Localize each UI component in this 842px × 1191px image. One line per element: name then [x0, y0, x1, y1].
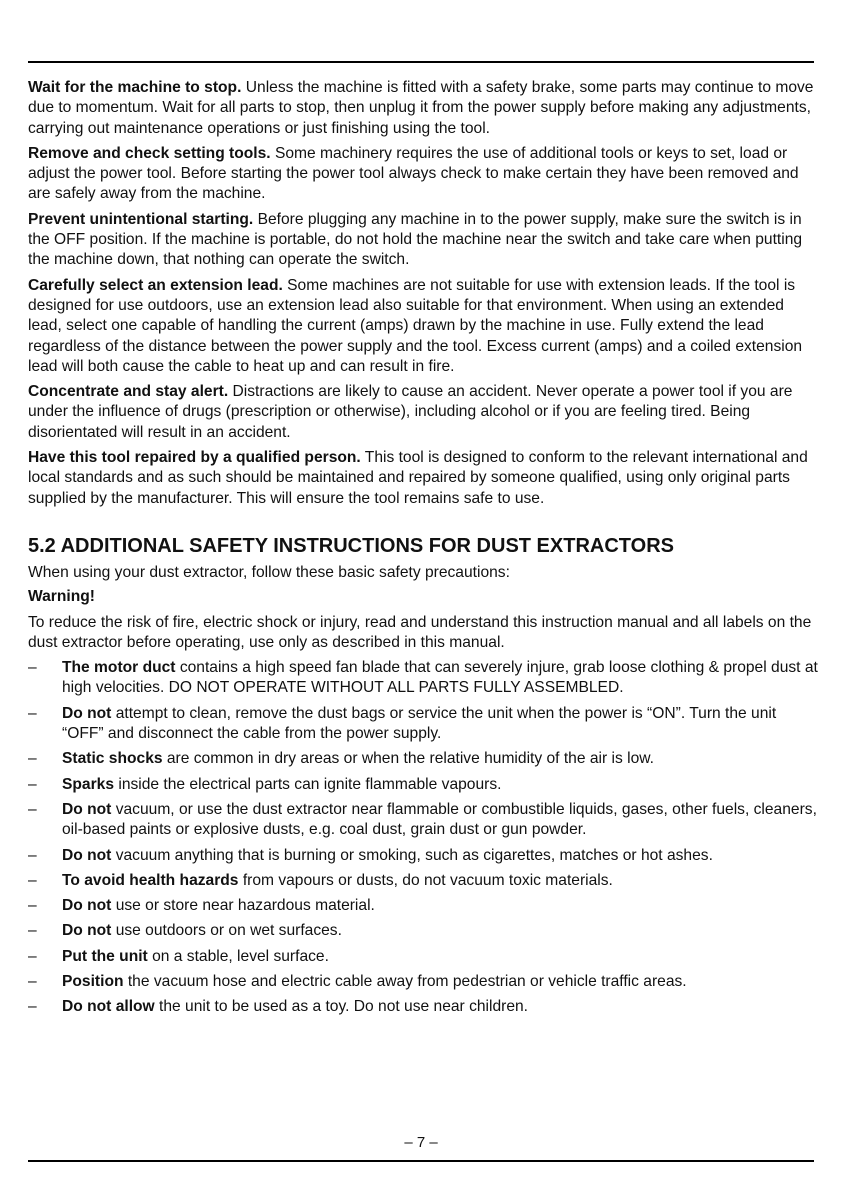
dash-bullet: –: [28, 846, 37, 864]
bullet-title: Do not allow: [62, 998, 155, 1016]
dash-bullet: –: [28, 704, 37, 722]
paragraph-body: Some machines are not suitable for use with extension leads. If the tool is designed for use outdoors, use an extension lead also suitable for that environment. When using an extended lead, select one capable of handling the current (amps) drawn by the machine in use. Fully extend the lead regardless of the distance between the power supply and the tool. Excess current (amps) and a coiled extension lead will both cause the cable to heat up and can result in fire.: [28, 276, 803, 375]
list-item: [28, 658, 818, 699]
bullet-title: Do not: [62, 704, 112, 722]
bullet-title: Do not: [62, 846, 112, 864]
list-item: [28, 947, 818, 967]
paragraph-body: Unless the machine is fitted with a safety brake, some parts may continue to move due to momentum. Wait for all parts to stop, then unplug it from the power supply before making any adjustments, carrying out maintenance operations or just finishing using the tool.: [28, 79, 814, 137]
warning-label: Warning!: [28, 588, 95, 606]
dash-bullet: –: [28, 947, 37, 965]
paragraph-extension-lead: [28, 276, 818, 377]
bullet-body: contains a high speed fan blade that can severely injure, grab loose clothing & propel dust at high velocities. DO NOT OPERATE WITHOUT ALL PARTS FULLY ASSEMBLED.: [62, 659, 818, 697]
page-content: [28, 78, 818, 1023]
paragraph-body: Distractions are likely to cause an accident. Never operate a power tool if you are under the influence of drugs (prescription or otherwise), including alcohol or if you are feeling tired. Being disorientated will result in an accident.: [28, 383, 793, 441]
paragraph-title: Wait for the machine to stop.: [28, 79, 242, 96]
paragraph-setting-tools: [28, 144, 818, 205]
paragraph-stay-alert: [28, 382, 818, 443]
safety-paragraphs: [28, 78, 818, 509]
list-item: [28, 704, 818, 745]
dash-bullet: –: [28, 750, 37, 768]
dash-bullet: –: [28, 659, 37, 677]
bullet-body: attempt to clean, remove the dust bags or service the unit when the power is “ON”. Turn the unit “OFF” and disconnect the cable from the power supply.: [62, 704, 777, 743]
paragraph-wait-for-stop: [28, 78, 818, 139]
bullet-body: the vacuum hose and electric cable away from pedestrian or vehicle traffic areas.: [123, 972, 687, 990]
bullet-body: vacuum, or use the dust extractor near flammable or combustible liquids, gases, other fuels, cleaners, oil-based paints or explosive dusts, e.g. coal dust, grain dust or gun powder.: [62, 800, 817, 839]
dash-bullet: –: [28, 897, 37, 915]
footer-rule: [28, 1160, 814, 1162]
list-item: [28, 846, 818, 866]
dash-bullet: –: [28, 775, 37, 793]
paragraph-qualified-repair: [28, 448, 818, 509]
paragraph-title: Concentrate and stay alert.: [28, 383, 229, 401]
bullet-body: from vapours or dusts, do not vacuum toxic materials.: [238, 871, 613, 889]
list-item: [28, 871, 818, 891]
bullet-body: use outdoors or on wet surfaces.: [111, 922, 342, 940]
paragraph-unintentional-starting: [28, 210, 818, 271]
bullet-title: The motor duct: [62, 659, 176, 677]
dash-bullet: –: [28, 800, 37, 818]
dash-bullet: –: [28, 871, 37, 889]
list-item: [28, 775, 818, 795]
dash-bullet: –: [28, 998, 37, 1016]
bullet-body: inside the electrical parts can ignite flammable vapours.: [114, 775, 502, 793]
paragraph-body: Before plugging any machine in to the power supply, make sure the switch is in the OFF position. If the machine is portable, do not hold the machine near the switch and take care when putting the machine down, that nothing can operate the switch.: [28, 210, 803, 269]
section-heading: 5.2 ADDITIONAL SAFETY INSTRUCTIONS FOR DUST EXTRACTORS: [28, 534, 674, 557]
warning-text: To reduce the risk of fire, electric shock or injury, read and understand this instruction manual and all labels on the dust extractor before operating, use only as described in this manual.: [28, 613, 812, 651]
paragraph-title: Prevent unintentional starting.: [28, 210, 254, 228]
bullet-body: on a stable, level surface.: [147, 947, 329, 965]
bullet-body: are common in dry areas or when the relative humidity of the air is low.: [162, 750, 654, 768]
section-intro: When using your dust extractor, follow these basic safety precautions:: [28, 563, 510, 581]
bullet-title: Sparks: [62, 775, 115, 793]
header-rule: [28, 61, 814, 63]
paragraph-title: Carefully select an extension lead.: [28, 276, 283, 294]
paragraph-body: This tool is designed to conform to the relevant international and local standards and as such should be maintained and repaired by someone qualified, using only original parts supplied by the manufacturer. This will ensure the tool remains safe to use.: [28, 449, 808, 507]
bullet-title: Put the unit: [62, 947, 148, 965]
paragraph-title: Have this tool repaired by a qualified person.: [28, 449, 361, 467]
paragraph-body: Some machinery requires the use of additional tools or keys to set, load or adjust the power tool. Before starting the power tool always check to make certain they have been removed and are safely away from the machine.: [28, 144, 799, 203]
bullet-title: Do not: [62, 800, 112, 818]
list-item: [28, 800, 818, 841]
safety-bullet-list: [28, 658, 818, 1017]
bullet-body: vacuum anything that is burning or smoking, such as cigarettes, matches or hot ashes.: [111, 846, 713, 864]
list-item: [28, 921, 818, 941]
bullet-body: the unit to be used as a toy. Do not use near children.: [154, 998, 529, 1016]
dash-bullet: –: [28, 972, 37, 990]
bullet-body: use or store near hazardous material.: [111, 897, 375, 915]
page-number: – 7 –: [404, 1134, 438, 1151]
list-item: [28, 972, 818, 992]
list-item: [28, 749, 818, 769]
dash-bullet: –: [28, 922, 37, 940]
bullet-title: Do not: [62, 897, 112, 915]
bullet-title: Position: [62, 972, 124, 990]
bullet-title: To avoid health hazards: [62, 871, 239, 889]
list-item: [28, 896, 818, 916]
paragraph-title: Remove and check setting tools.: [28, 144, 271, 162]
bullet-title: Static shocks: [62, 750, 163, 768]
bullet-title: Do not: [62, 922, 112, 940]
list-item: [28, 997, 818, 1017]
